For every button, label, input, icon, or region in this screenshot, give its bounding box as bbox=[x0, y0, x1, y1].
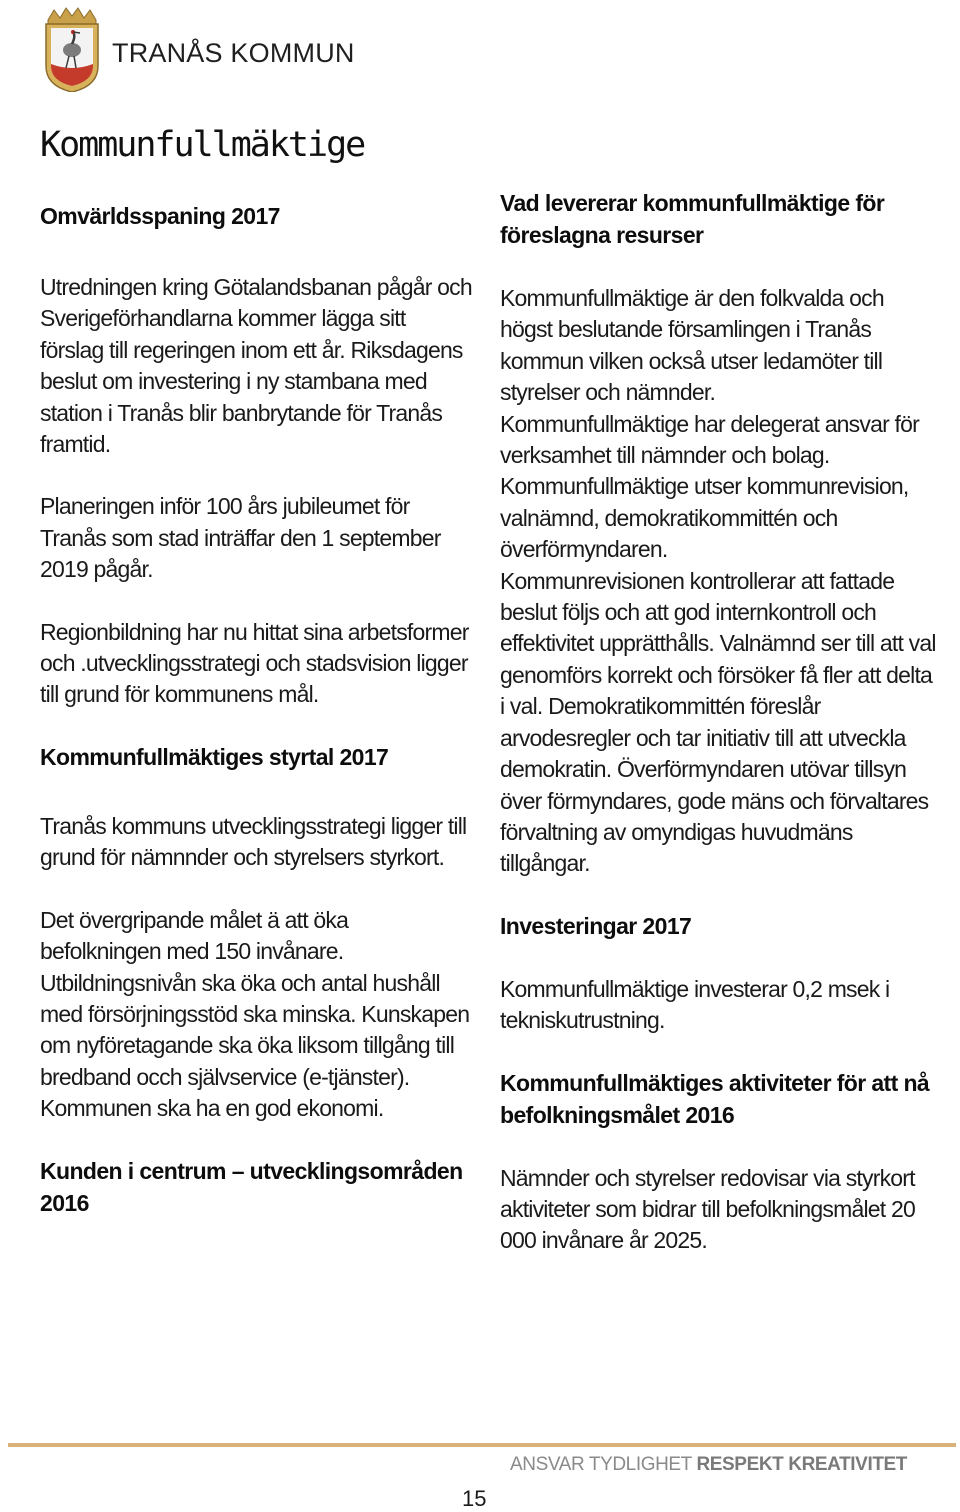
aktiviteter-paragraph: Nämnder och styrelser redovisar via styrkort aktiviteter som bidrar till befolkningsmålet 20 000 invånare år 2025. bbox=[500, 1164, 915, 1254]
styrtal-paragraph-1: Tranås kommuns utvecklingsstrategi ligger till grund för nämnnder och styrelsers styrkort. bbox=[40, 812, 467, 871]
page-number: 15 bbox=[462, 1486, 487, 1511]
municipality-brand: TRANÅS KOMMUN bbox=[112, 38, 355, 68]
omvarld-heading: Omvärldsspaning 2017 bbox=[40, 203, 280, 229]
investeringar-heading: Investeringar 2017 bbox=[500, 912, 692, 939]
omvarld-paragraph-1: Utredningen kring Götalandsbanan pågår och Sverigeförhandlarna kommer lägga sitt förslag till regeringen inom ett år. Riksdagens beslut om investering i ny stambana med station i Tranås blir banbrytande för Tranås framtid. bbox=[40, 274, 472, 458]
municipal-crest-crane-icon bbox=[42, 6, 102, 92]
levererar-heading: Vad levererar kommunfullmäktige för föreslagna resurser bbox=[500, 190, 885, 248]
kunden-heading: Kunden i centrum – utvecklingsområden 2016 bbox=[40, 1157, 463, 1216]
levererar-paragraph-3: Kommunfullmäktige utser kommunrevision, valnämnd, demokratikommittén och överförmyndaren. bbox=[500, 473, 909, 563]
omvarld-paragraph-2: Planeringen inför 100 års jubileumet för Tranås som stad inträffar den 1 september 2019 pågår. bbox=[40, 493, 441, 583]
right-column bbox=[500, 187, 940, 1257]
styrtal-paragraph-2: Det övergripande målet ä att öka befolkningen med 150 invånare. Utbildningsnivån ska öka och antal hushåll med försörjningsstöd ska minska. Kunskapen om nyföretagande ska öka liksom tillgång till bredband occh självservice (e-tjänster). Kommunen ska ha en god ekonomi. bbox=[40, 906, 470, 1122]
aktiviteter-heading: Kommunfullmäktiges aktiviteter för att nå befolkningsmålet 2016 bbox=[500, 1069, 930, 1128]
levererar-paragraph-1: Kommunfullmäktige är den folkvalda och högst beslutande församlingen i Tranås kommun vilken också utser ledamöter till styrelser och nämnder. bbox=[500, 285, 884, 406]
page-title: Kommunfullmäktige bbox=[40, 125, 365, 165]
footer-divider bbox=[8, 1443, 956, 1447]
styrtal-heading: Kommunfullmäktiges styrtal 2017 bbox=[40, 743, 389, 770]
investeringar-paragraph: Kommunfullmäktige investerar 0,2 msek i tekniskutrustning. bbox=[500, 975, 890, 1034]
levererar-paragraph-4: Kommunrevisionen kontrollerar att fattade beslut följs och att god internkontroll och effektivitet upprätthålls. Valnämnd ser till att val genomförs korrekt och försöker få fler att delta i val. Demokratikommittén föreslår arvodesregler och tar initiativ till att utveckla demokratin. Överförmyndaren utövar tillsyn över förmyndares, gode mäns och förvaltares förvaltning av omyndigas huvudmäns tillgångar. bbox=[500, 567, 936, 877]
omvarld-paragraph-3: Regionbildning har nu hittat sina arbetsformer och .utvecklingsstrategi och stadsvision ligger till grund för kommunens mål. bbox=[40, 618, 469, 708]
left-column bbox=[40, 200, 472, 1219]
levererar-paragraph-2: Kommunfullmäktige har delegerat ansvar för verksamhet till nämnder och bolag. bbox=[500, 410, 919, 469]
footer-tagline bbox=[510, 1454, 907, 1476]
tagline-light: ANSVAR TYDLIGHET bbox=[510, 1454, 692, 1475]
tagline-bold: RESPEKT KREATIVITET bbox=[696, 1454, 908, 1475]
